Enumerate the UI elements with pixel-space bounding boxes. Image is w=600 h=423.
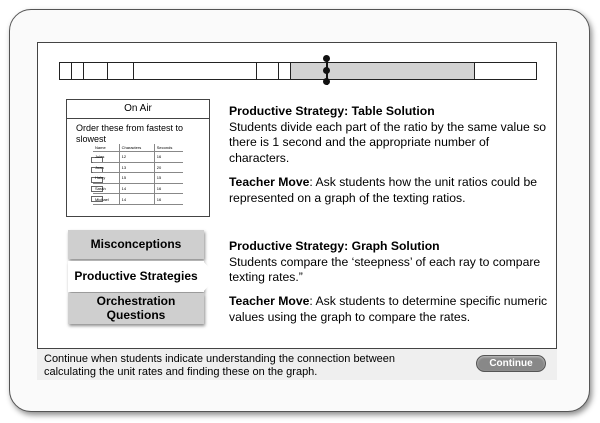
teacher-move-text: : Ask students to determine specific numeric values using the graph to compare the rates. bbox=[229, 294, 548, 324]
strategy-description: Students compare the ‘steepness’ of each ray to compare texting rates.” bbox=[229, 254, 541, 284]
teacher-move-1 bbox=[229, 175, 549, 206]
timeline-segment[interactable] bbox=[84, 63, 108, 79]
strategy-description: Students divide each part of the ratio by the same value so there is 1 second and the appropriate number of characters. bbox=[229, 119, 547, 165]
strategy-graph-solution bbox=[229, 239, 549, 286]
table-cell: 16 bbox=[154, 194, 183, 205]
timeline-scrubber[interactable] bbox=[59, 62, 537, 80]
tab-label: Orchestration bbox=[96, 294, 176, 308]
table-cell: 16 bbox=[154, 152, 183, 163]
table-cell: 15 bbox=[154, 173, 183, 184]
tab-pointer-arrow bbox=[203, 261, 217, 292]
table-row bbox=[93, 162, 183, 173]
strategy-title: : Graph Solution bbox=[344, 239, 440, 253]
playhead-handle-bottom[interactable] bbox=[323, 78, 330, 85]
table-cell: 15 bbox=[119, 173, 154, 184]
table-row bbox=[93, 183, 183, 194]
table-cell: Sarah bbox=[93, 183, 119, 194]
continue-button[interactable]: Continue bbox=[476, 355, 546, 372]
column-header: Characters bbox=[119, 144, 154, 152]
thumbnail-title: On Air bbox=[67, 100, 209, 119]
strategy-heading bbox=[229, 104, 549, 120]
strategy-label: Productive Strategy bbox=[229, 104, 345, 118]
strategy-title: : Table Solution bbox=[344, 104, 435, 118]
table-cell: Jules bbox=[93, 152, 119, 163]
teacher-move-label: Teacher Move bbox=[229, 175, 310, 189]
table-cell: 13 bbox=[119, 162, 154, 173]
strategy-heading bbox=[229, 239, 549, 255]
tab-label: Questions bbox=[106, 308, 166, 322]
timeline-segment[interactable] bbox=[279, 63, 291, 79]
tab-misconceptions[interactable]: Misconceptions bbox=[68, 230, 204, 259]
column-header: Name bbox=[93, 144, 119, 152]
column-header: Seconds bbox=[154, 144, 183, 152]
student-screen-thumbnail bbox=[66, 99, 210, 217]
table-cell: 14 bbox=[119, 183, 154, 194]
table-cell: 20 bbox=[154, 162, 183, 173]
table-row bbox=[93, 173, 183, 184]
timeline-segment[interactable] bbox=[60, 63, 72, 79]
table-cell: 16 bbox=[154, 183, 183, 194]
tab-label: Productive Strategies bbox=[74, 269, 198, 283]
teacher-move-label: Teacher Move bbox=[229, 294, 310, 308]
teacher-move-2 bbox=[229, 294, 549, 325]
tab-productive-strategies[interactable] bbox=[68, 261, 204, 292]
tab-orchestration-questions[interactable] bbox=[68, 293, 204, 324]
timeline-segment[interactable] bbox=[257, 63, 279, 79]
strategy-table-solution bbox=[229, 104, 549, 166]
table-cell: Haley bbox=[93, 173, 119, 184]
texting-data-table bbox=[93, 144, 183, 205]
teacher-move-text: : Ask students how the unit ratios could be represented on a graph of the texting ratios. bbox=[229, 175, 538, 205]
table-cell: 12 bbox=[119, 152, 154, 163]
table-cell: Juan bbox=[93, 162, 119, 173]
table-row bbox=[93, 152, 183, 163]
table-cell: 14 bbox=[119, 194, 154, 205]
thumbnail-instruction: Order these from fastest to slowest bbox=[76, 123, 184, 144]
continue-message: Continue when students indicate understanding the connection between calculating the unit rates and finding these on the graph. bbox=[44, 353, 396, 378]
table-cell: Michael bbox=[93, 194, 119, 205]
table-row bbox=[93, 194, 183, 205]
playhead-handle-top[interactable] bbox=[323, 55, 330, 62]
timeline-segment[interactable] bbox=[108, 63, 134, 79]
timeline-progress-segment[interactable] bbox=[291, 63, 475, 79]
strategy-label: Productive Strategy bbox=[229, 239, 345, 253]
playhead-handle-middle[interactable] bbox=[323, 67, 330, 74]
timeline-segment[interactable] bbox=[134, 63, 257, 79]
timeline-segment[interactable] bbox=[72, 63, 84, 79]
